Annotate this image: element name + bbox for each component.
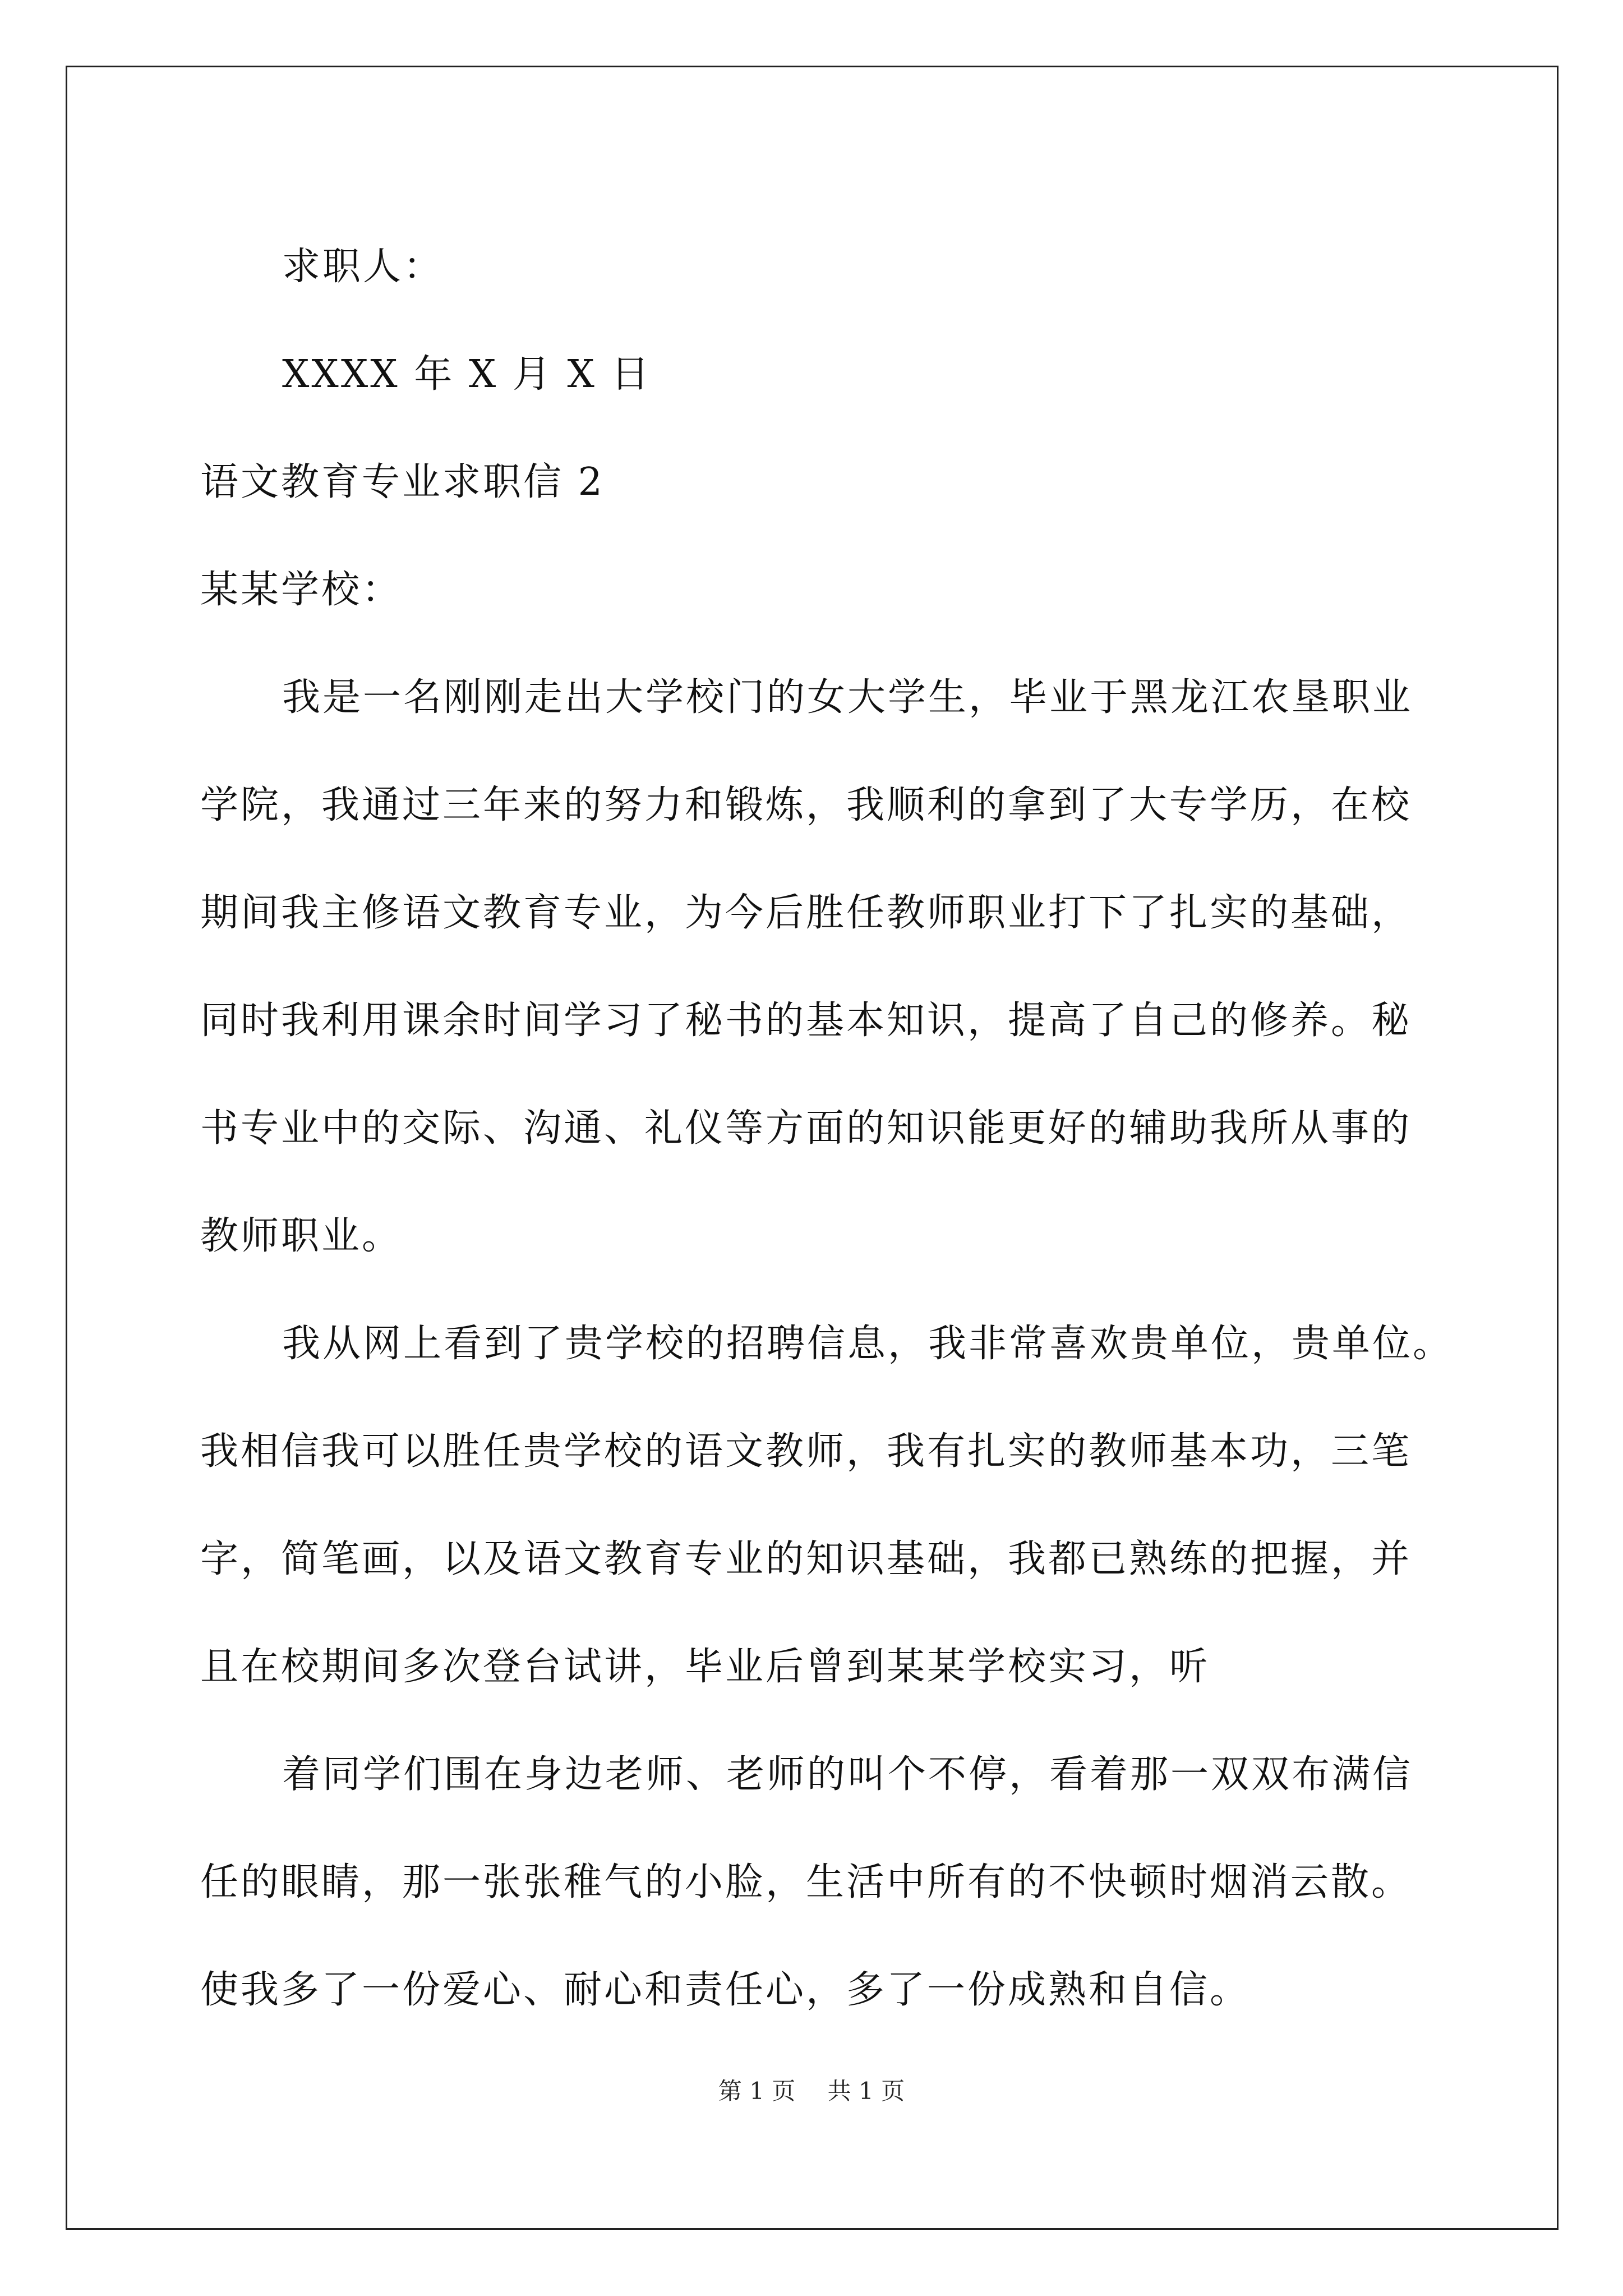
body-line-1: 我是一名刚刚走出大学校门的女大学生，毕业于黑龙江农垦职业 [282,675,1413,720]
body-line-6: 教师职业。 [200,1214,403,1258]
body-line-3: 期间我主修语文教育专业，为今后胜任教师职业打下了扎实的基础， [200,891,1412,935]
body-line-11: 着同学们围在身边老师、老师的叫个不停，看着那一双双布满信 [282,1752,1413,1797]
page-footer [0,2073,1623,2106]
salutation: 某某学校： [200,568,403,612]
document-body [200,213,1454,2044]
body-line-2: 学院，我通过三年来的努力和锻炼，我顺利的拿到了大专学历，在校 [200,783,1412,827]
letter-title: 语文教育专业求职信 2 [200,460,605,504]
page-number: 第 1 页 [718,2077,796,2105]
body-line-12: 任的眼睛，那一张张稚气的小脸，生活中所有的不快顿时烟消云散。 [200,1860,1412,1904]
body-line-9: 字，简笔画，以及语文教育专业的知识基础，我都已熟练的把握，并 [200,1537,1412,1581]
page-total: 共 1 页 [827,2077,905,2105]
body-line-5: 书专业中的交际、沟通、礼仪等方面的知识能更好的辅助我所从事的 [200,1106,1412,1151]
body-line-4: 同时我利用课余时间学习了秘书的基本知识，提高了自己的修养。秘 [200,999,1412,1043]
body-line-7: 我从网上看到了贵学校的招聘信息，我非常喜欢贵单位，贵单位。 [282,1322,1454,1366]
date-line: XXXX 年 X 月 X 日 [282,352,652,397]
body-line-8: 我相信我可以胜任贵学校的语文教师，我有扎实的教师基本功，三笔 [200,1429,1412,1474]
body-line-13: 使我多了一份爱心、耐心和责任心，多了一份成熟和自信。 [200,1968,1251,2012]
body-line-10: 且在校期间多次登台试讲，毕业后曾到某某学校实习，听 [200,1645,1210,1689]
signature-label: 求职人： [282,245,444,289]
